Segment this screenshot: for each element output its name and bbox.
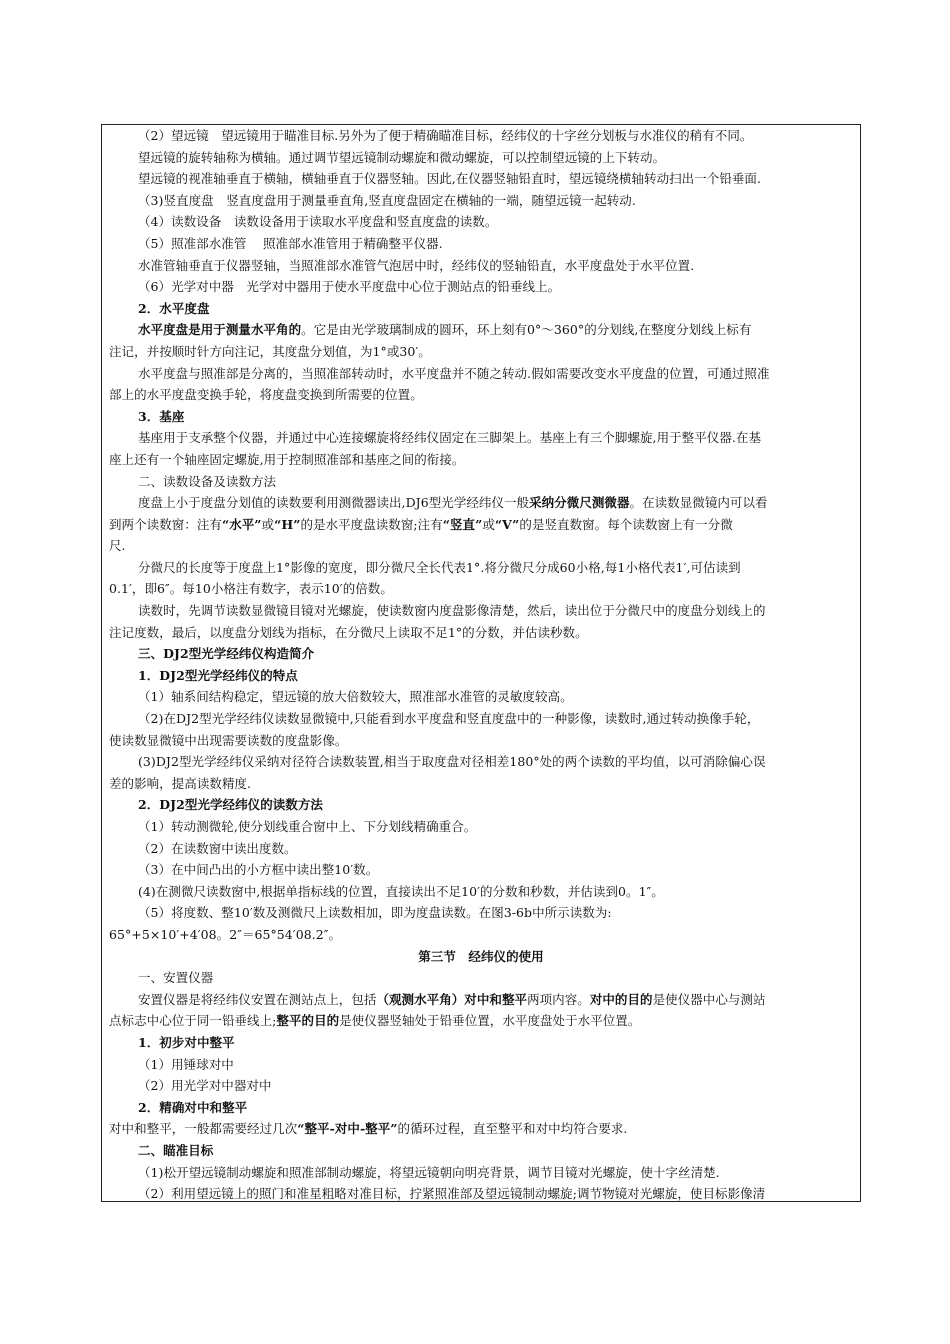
text-run: 对中和整平，一般都需要经过几次 xyxy=(109,1121,298,1137)
line-vertical-circle: （3)竖直度盘 竖直度盘用于测量垂直角,竖直度盘固定在横轴的一端，随望远镜一起转动. xyxy=(138,192,636,208)
line-circle-separate: 水平度盘与照准部是分离的，当照准部转动时，水平度盘并不随之转动.假如需要改变水平度盘的位置，可通过照准 xyxy=(138,365,770,381)
line-aiming-step-1: （1)松开望远镜制动螺旋和照准部制动螺旋，将望远镜朝向明亮背景，调节目镜对光螺旋，使十字丝清楚. xyxy=(138,1164,720,1180)
bold-phrase: “H” xyxy=(274,516,301,532)
heading-horizontal-circle: 2．水平度盘 xyxy=(138,300,210,316)
line-optical-plummet: （6）光学对中器 光学对中器用于使水平度盘中心位于测站点的铅垂线上。 xyxy=(138,279,561,295)
section-title-use: 第三节 经纬仪的使用 xyxy=(418,948,544,964)
heading-dj2-intro: 三、DJ2型光学经纬仪构造简介 xyxy=(138,646,315,662)
line-reading-procedure: 读数时，先调节读数显微镜目镜对光螺旋，使读数窗内度盘影像清楚，然后，读出位于分微尺中的度盘分划线上的 xyxy=(138,603,766,619)
line-continuation: 注记度数，最后，以度盘分划线为指标，在分微尺上读取不足1°的分数，并估读秒数。 xyxy=(109,624,588,640)
bold-phrase: 采纳分微尺测微器 xyxy=(529,495,630,511)
text-run: 。它是由光学玻璃制成的圆环，环上刻有0°～360°的分划线,在整度分划线上标有 xyxy=(301,322,752,338)
line-collimation-axis: 望远镜的视准轴垂直于横轴，横轴垂直于仪器竖轴。因此,在仪器竖轴铅直时，望远镜绕横轴转动扫出一个铅垂面. xyxy=(138,171,761,187)
text-run: 或 xyxy=(482,516,495,532)
text-run: 或 xyxy=(261,516,275,532)
bold-phrase: “竖直” xyxy=(442,516,483,532)
heading-dj2-features: 1．DJ2型光学经纬仪的特点 xyxy=(138,667,298,683)
text-run: 点标志中心位于同一铅垂线上; xyxy=(109,1013,277,1029)
section-reading-devices: 二、读数设备及读数方法 xyxy=(138,473,277,489)
heading-base: 3．基座 xyxy=(138,408,185,424)
document-frame xyxy=(101,124,861,1202)
heading-initial-centering: 1．初步对中整平 xyxy=(138,1034,235,1050)
line-continuation: 使读数显微镜中出现需要读数的度盘影像。 xyxy=(109,732,348,748)
text-run: 安置仪器是将经纬仪安置在测站点上，包括 xyxy=(138,991,377,1007)
line-horizontal-circle-def xyxy=(138,319,854,341)
line-dj2-feature-1: （1）轴系间结构稳定，望远镜的放大倍数较大，照准部水准管的灵敏度较高。 xyxy=(138,689,573,705)
text-run: 两项内容。 xyxy=(527,991,590,1007)
line-reading-windows xyxy=(105,514,854,536)
line-centering-cycle xyxy=(105,1118,854,1140)
bold-phrase: “整平-对中-整平” xyxy=(297,1121,398,1137)
document-body xyxy=(102,125,860,1202)
line-aiming-step-2: （2）利用望远镜上的照门和准星粗略对准目标，拧紧照准部及望远镜制动螺旋;调节物镜对光螺旋，使目标影像清 xyxy=(138,1186,766,1202)
text-run: 度盘上小于度盘分划值的读数要利用测微器读出,DJ6型光学经纬仪一般 xyxy=(138,495,530,511)
line-base-desc: 基座用于支承整个仪器，并通过中心连接螺旋将经纬仪固定在三脚架上。基座上有三个脚螺旋,用于整平仪器.在基 xyxy=(138,430,761,446)
bold-phrase: “V” xyxy=(494,516,520,532)
line-dj2-step-1: （1）转动测微轮,使分划线重合窗中上、下分划线精确重合。 xyxy=(138,819,477,834)
line-dj2-step-2: （2）在读数窗中读出度数。 xyxy=(138,840,297,856)
line-optical-centering: （2）用光学对中器对中 xyxy=(138,1078,272,1094)
line-setup-desc xyxy=(138,989,854,1011)
line-alidade-level: （5）照准部水准管 照准部水准管用于精确整平仪器. xyxy=(138,235,443,251)
line-continuation: 部上的水平度盘变换手轮，将度盘变换到所需要的位置。 xyxy=(109,387,423,403)
line-continuation: 0.1′，即6″。每10小格注有数字，表示10′的倍数。 xyxy=(109,581,393,597)
line-continuation: 尺. xyxy=(109,538,126,554)
line-continuation xyxy=(105,1010,854,1032)
line-dj2-feature-2: （2)在DJ2型光学经纬仪读数显微镜中,只能看到水平度盘和竖直度盘中的一种影像，读数时,通过转动换像手轮， xyxy=(138,711,760,727)
text-run: 到两个读数窗：注有 xyxy=(109,516,222,532)
line-formula: 65°+5×10′+4′08。2″＝65°54′08.2″。 xyxy=(109,926,341,942)
section-aiming-target: 二、瞄准目标 xyxy=(138,1142,214,1158)
bold-phrase: 对中的目的 xyxy=(589,991,653,1007)
text-run: 是使仪器中心与测站 xyxy=(652,991,766,1007)
bold-phrase: （观测水平角）对中和整平 xyxy=(376,991,528,1007)
line-micrometer xyxy=(138,492,854,514)
line-plumb-bob: （1）用锤球对中 xyxy=(138,1056,234,1072)
text-run: 的是水平度盘读数窗;注有 xyxy=(300,516,443,532)
text-run: 的是竖直数窗。每个读数窗上有一分微 xyxy=(519,516,733,532)
text-run: 的循环过程，直至整平和对中均符合要求. xyxy=(397,1121,628,1137)
heading-precise-centering: 2．精确对中和整平 xyxy=(138,1099,248,1115)
bold-phrase: “水平” xyxy=(221,516,262,532)
bold-phrase: 水平度盘是用于测量水平角的 xyxy=(138,322,302,338)
line-telescope: （2）望远镜 望远镜用于瞄准目标.另外为了便于精确瞄准目标，经纬仪的十字丝分划板与水准仪的稍有不同。 xyxy=(138,128,753,143)
bold-phrase: 整平的目的 xyxy=(276,1013,340,1029)
text-run: 是使仪器竖轴处于铅垂位置，水平度盘处于水平位置。 xyxy=(339,1013,641,1029)
line-dj2-step-5: （5）将度数、整10′数及测微尺上读数相加，即为度盘读数。在图3-6b中所示读数为: xyxy=(138,905,612,921)
section-setup-instrument: 一、安置仪器 xyxy=(138,970,214,986)
line-continuation: 座上还有一个轴座固定螺旋,用于控制照准部和基座之间的衔接。 xyxy=(109,451,465,467)
line-continuation: 差的影响，提高读数精度. xyxy=(109,775,252,791)
line-horizontal-axis: 望远镜的旋转轴称为横轴。通过调节望远镜制动螺旋和微动螺旋，可以控制望远镜的上下转动。 xyxy=(138,149,666,165)
line-continuation: 注记，并按顺时针方向注记，其度盘分划值，为1°或30′。 xyxy=(109,343,431,359)
text-run: 。在读数显微镜内可以看 xyxy=(629,495,768,511)
line-scale-length: 分微尺的长度等于度盘上1°影像的宽度，即分微尺全长代表1°.将分微尺分成60小格,每1小格代表1′,可估读到 xyxy=(138,559,741,575)
heading-dj2-reading: 2．DJ2型光学经纬仪的读数方法 xyxy=(138,797,323,813)
line-reading-device: （4）读数设备 读数设备用于读取水平度盘和竖直度盘的读数。 xyxy=(138,214,498,230)
line-dj2-feature-3: (3)DJ2型光学经纬仪采纳对径符合读数装置,相当于取度盘对径相差180°处的两个读数的平均值，以可消除偏心误 xyxy=(138,754,766,770)
line-level-axis: 水准管轴垂直于仪器竖轴，当照准部水准管气泡居中时，经纬仪的竖轴铅直，水平度盘处于水平位置. xyxy=(138,257,695,273)
line-dj2-step-3: （3）在中间凸出的小方框中读出整10′数。 xyxy=(138,862,379,878)
line-dj2-step-4: (4)在测微尺读数窗中,根据单指标线的位置，直接读出不足10′的分数和秒数，并估读到0。1″。 xyxy=(138,883,664,899)
